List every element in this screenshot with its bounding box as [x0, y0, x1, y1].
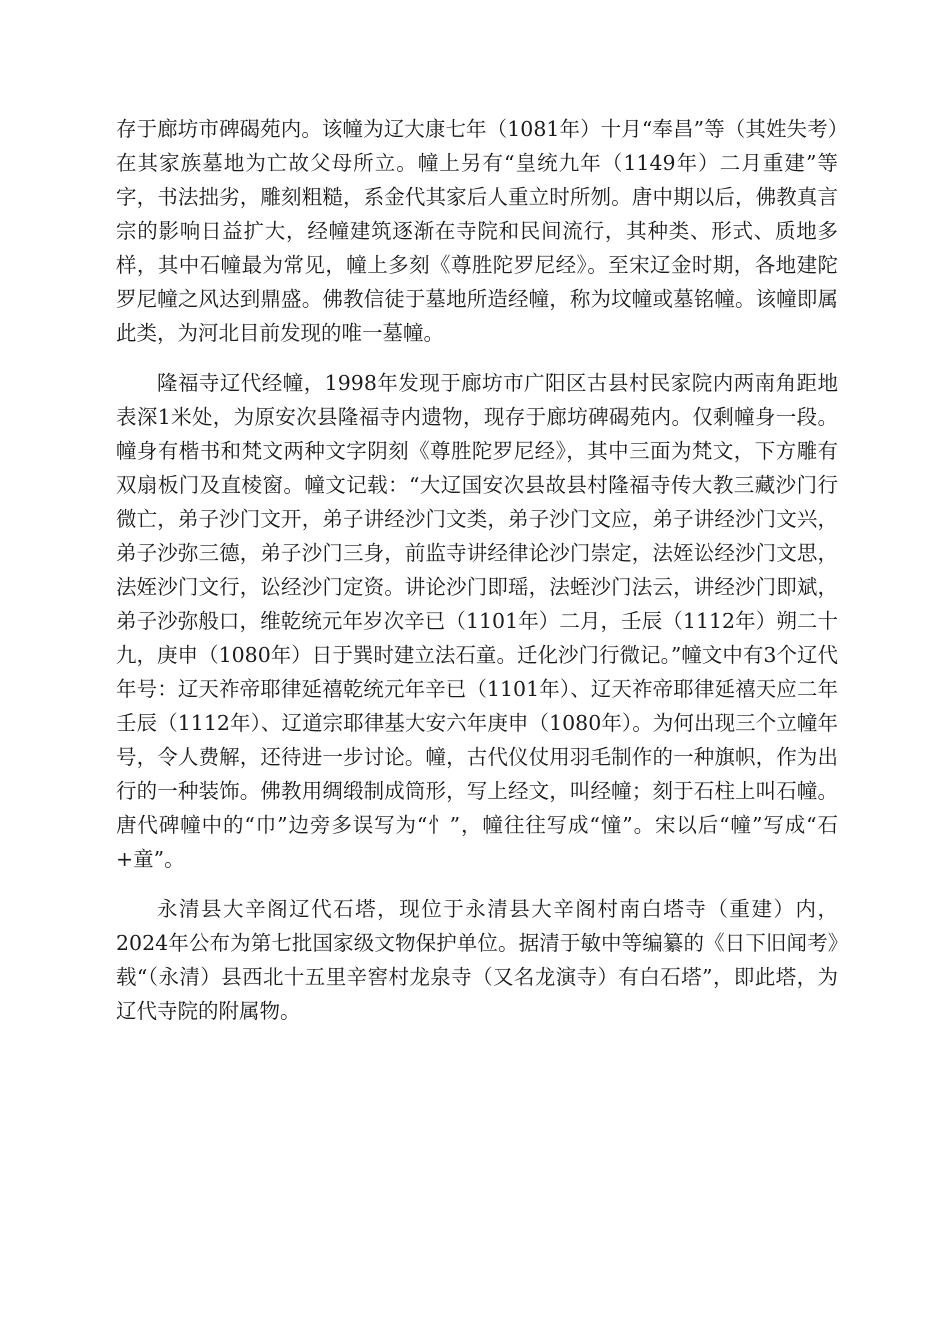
document-body [116, 112, 838, 1044]
paragraph-daxinge-stone-pagoda: 永清县大辛阁辽代石塔，现位于永清县大辛阁村南白塔寺（重建）内，2024年公布为第七批国家级文物保护单位。据清于敏中等编纂的《日下旧闻考》载“（永清）县西北十五里辛窖村龙泉寺（又名龙演寺）有白石塔”，即此塔，为辽代寺院的附属物。 [116, 897, 838, 1023]
paragraph-continuation: 存于廊坊市碑碣苑内。该幢为辽大康七年（1081年）十月“奉昌”等（其姓失考）在其家族墓地为亡故父母所立。幢上另有“皇统九年（1149年）二月重建”等字，书法拙劣，雕刻粗糙，系金代其家后人重立时所刎。唐中期以后，佛教真言宗的影响日益扩大，经幢建筑逐渐在寺院和民间流行，其种类、形式、质地多样，其中石幢最为常见，幢上多刻《尊胜陀罗尼经》。至宋辽金时期，各地建陀罗尼幢之风达到鼎盛。佛教信徒于墓地所造经幢，称为坟幢或墓铭幢。该幢即属此类，为河北目前发现的唯一墓幢。 [116, 117, 838, 345]
paragraph-longfu-temple-pillar: 隆福寺辽代经幢，1998年发现于廊坊市广阳区古县村民家院内两南角距地表深1米处，为原安次县隆福寺内遗物，现存于廊坊碑碣苑内。仅剩幢身一段。幢身有楷书和梵文两种文字阴刻《尊胜陀罗尼经》，其中三面为梵文，下方雕有双扇板门及直棱窗。幢文记载：“大辽国安次县故县村隆福寺传大教三藏沙门行微亡，弟子沙门文开，弟子讲经沙门文类，弟子沙门文应，弟子讲经沙门文兴，弟子沙弥三德，弟子沙门三身，前监寺讲经律论沙门崇定，法姪讼经沙门文思，法姪沙门文行，讼经沙门定资。讲论沙门即瑶，法蛭沙门法云，讲经沙门即斌，弟子沙弥般口，维乾统元年岁次辛已（1101年）二月，壬辰（1112年）朔二十九，庚申（1080年）日于巽时建立法石童。迁化沙门行微记。”幢文中有3个辽代年号：辽天祚帝耶律延禧乾统元年辛已（1101年）、辽天祚帝耶律延禧天应二年壬辰（1112年）、辽道宗耶律基大安六年庚申（1080年）。为何出现三个立幢年号，令人费解，还待进一步讨论。幢，古代仪仗用羽毛制作的一种旗帜，作为出行的一种装饰。佛教用绸缎制成筒形，写上经文，叫经幢；刻于石柱上叫石幢。唐代碑幢中的“巾”边旁多误写为“忄”，幢往往写成“憧”。宋以后“幢”写成“石+童”。 [116, 371, 838, 871]
